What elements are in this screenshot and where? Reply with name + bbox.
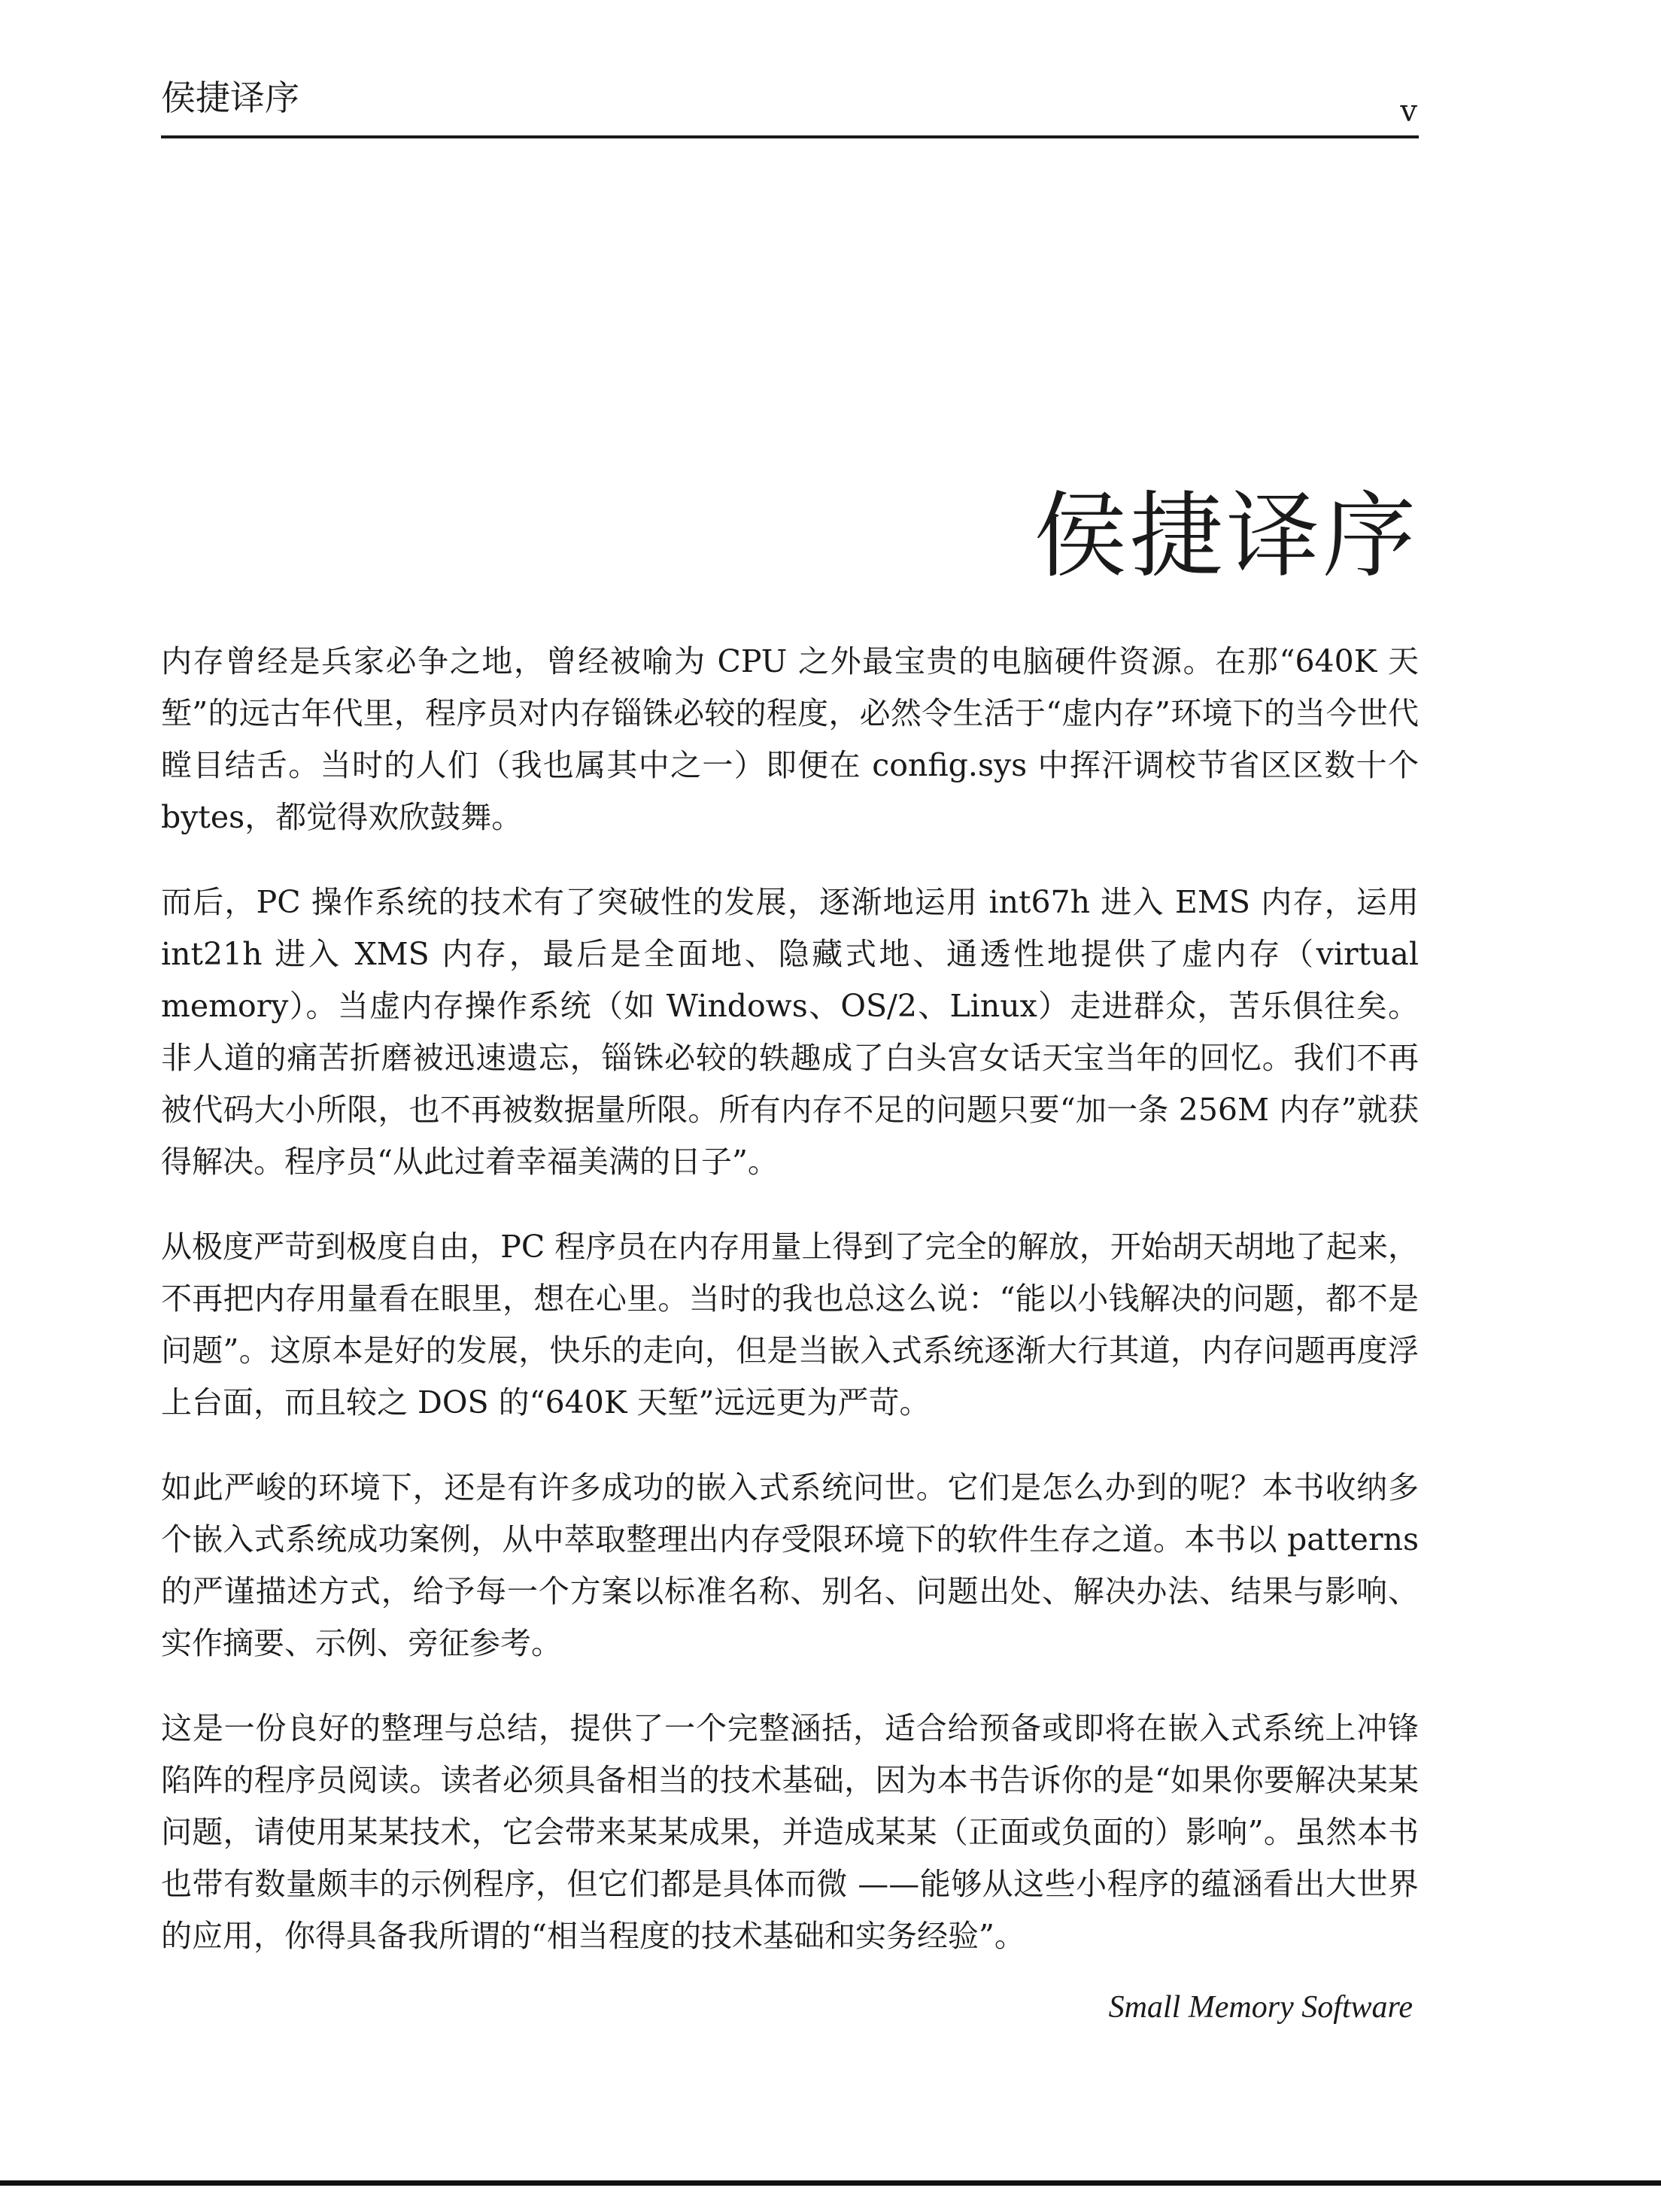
header-rule	[161, 135, 1419, 138]
page-number: v	[1400, 94, 1417, 129]
chapter-title: 侯捷译序	[1033, 482, 1419, 591]
bottom-rule	[0, 2180, 1661, 2186]
running-title: 侯捷译序	[161, 77, 299, 118]
paragraph-5: 这是一份良好的整理与总结，提供了一个完整涵括，适合给预备或即将在嵌入式系统上冲锋陷阵的程序员阅读。读者必须具备相当的技术基础，因为本书告诉你的是“如果你要解决某某问题，请使用某某技术，它会带来某某成果，并造成某某（正面或负面的）影响”。虽然本书也带有数量颇丰的示例程序，但它们都是具体而微 ——能够从这些小程序的蕴涵看出大世界的应用，你得具备我所谓的“相当程度的技术基础和实务经验”。	[161, 1710, 1419, 1954]
paragraph-4: 如此严峻的环境下，还是有许多成功的嵌入式系统问世。它们是怎么办到的呢？本书收纳多个嵌入式系统成功案例，从中萃取整理出内存受限环境下的软件生存之道。本书以 patterns 的严谨描述方式，给予每一个方案以标准名称、别名、问题出处、解决办法、结果与影响、实作摘要、示例、旁征参考。	[161, 1469, 1419, 1661]
paragraph-1: 内存曾经是兵家必争之地，曾经被喻为 CPU 之外最宝贵的电脑硬件资源。在那“640K 天堑”的远古年代里，程序员对内存锱铢必较的程度，必然令生活于“虚内存”环境下的当今世代瞠目结舌。当时的人们（我也属其中之一）即便在 config.sys 中挥汗调校节省区区数十个 bytes，都觉得欢欣鼓舞。	[161, 643, 1419, 835]
body-text	[161, 636, 1419, 1995]
paragraph-2: 而后，PC 操作系统的技术有了突破性的发展，逐渐地运用 int67h 进入 EMS 内存，运用 int21h 进入 XMS 内存，最后是全面地、隐藏式地、通透性地提供了虚内存（virtual memory）。当虚内存操作系统（如 Windows、OS/2、Linux）走进群众，苦乐俱往矣。非人道的痛苦折磨被迅速遗忘，锱铢必较的轶趣成了白头宫女话天宝当年的回忆。我们不再被代码大小所限，也不再被数据量所限。所有内存不足的问题只要“加一条 256M 内存”就获得解决。程序员“从此过着幸福美满的日子”。	[161, 884, 1419, 1180]
footer-book-title: Small Memory Software	[1108, 1990, 1413, 2025]
paragraph-3: 从极度严苛到极度自由，PC 程序员在内存用量上得到了完全的解放，开始胡天胡地了起来，不再把内存用量看在眼里，想在心里。当时的我也总这么说：“能以小钱解决的问题，都不是问题”。这原本是好的发展，快乐的走向，但是当嵌入式系统逐渐大行其道，内存问题再度浮上台面，而且较之 DOS 的“640K 天堑”远远更为严苛。	[161, 1229, 1419, 1420]
